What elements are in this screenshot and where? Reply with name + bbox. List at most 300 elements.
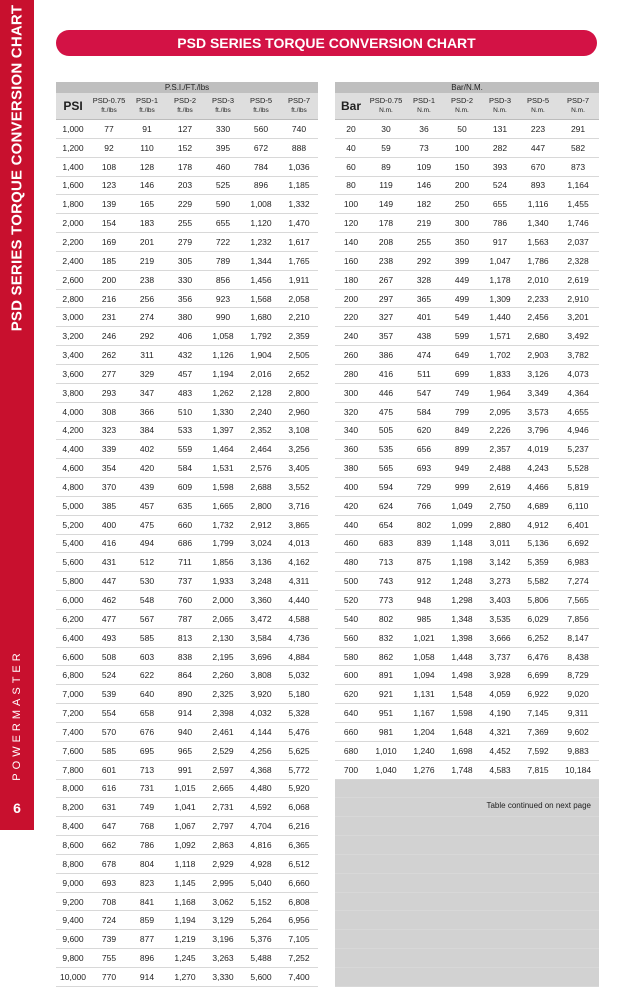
psi-cell: 6,400 (56, 628, 90, 647)
bar-cell: 1,348 (443, 609, 481, 628)
psi-cell: 146 (128, 176, 166, 195)
psi-cell: 6,512 (280, 854, 318, 873)
row-gap (318, 685, 335, 704)
bar-cell: 5,819 (557, 478, 599, 497)
table-row (56, 289, 599, 308)
bar-cell: 832 (367, 628, 405, 647)
bar-cell: 2,010 (519, 270, 557, 289)
bar-cell: 3,142 (481, 553, 519, 572)
row-gap (318, 496, 335, 515)
psi-cell: 856 (204, 270, 242, 289)
psi-cell: 2,000 (204, 591, 242, 610)
column-header-left-6 (280, 93, 318, 120)
bar-cell: 584 (405, 402, 443, 421)
psi-cell: 2,863 (204, 836, 242, 855)
psi-cell: 5,772 (280, 760, 318, 779)
psi-cell: 494 (128, 534, 166, 553)
column-header-unit: N.m. (417, 107, 431, 114)
column-header-right-5 (519, 93, 557, 120)
column-header-right-0 (335, 93, 367, 120)
row-gap (318, 440, 335, 459)
bar-cell: 255 (405, 233, 443, 252)
bar-cell: 1,116 (519, 195, 557, 214)
bar-cell: 873 (557, 157, 599, 176)
row-gap (318, 515, 335, 534)
column-header-name: PSD-7 (287, 96, 311, 105)
psi-cell: 154 (90, 214, 128, 233)
psi-cell: 169 (90, 233, 128, 252)
empty-cell (443, 967, 481, 986)
table-row (56, 817, 599, 836)
bar-cell: 8,438 (557, 647, 599, 666)
bar-cell: 6,476 (519, 647, 557, 666)
psi-cell: 110 (128, 138, 166, 157)
row-gap (318, 364, 335, 383)
bar-cell: 1,748 (443, 760, 481, 779)
psi-cell: 1,732 (204, 515, 242, 534)
page-number: 6 (13, 800, 21, 816)
psi-cell: 676 (128, 723, 166, 742)
psi-cell: 3,200 (56, 327, 90, 346)
table-row (56, 157, 599, 176)
psi-cell: 5,488 (242, 949, 280, 968)
row-gap (318, 892, 335, 911)
psi-cell: 3,108 (280, 421, 318, 440)
psi-cell: 512 (128, 553, 166, 572)
row-gap (318, 402, 335, 421)
bar-cell: 565 (367, 459, 405, 478)
psi-cell: 1,232 (242, 233, 280, 252)
row-gap (318, 779, 335, 798)
bar-cell: 520 (335, 591, 367, 610)
row-gap (318, 421, 335, 440)
psi-cell: 1,126 (204, 346, 242, 365)
column-header-unit: ft./lbs (139, 107, 155, 114)
table-row (56, 836, 599, 855)
psi-cell: 2,912 (242, 515, 280, 534)
empty-cell (367, 798, 405, 817)
psi-cell: 3,256 (280, 440, 318, 459)
psi-cell: 8,200 (56, 798, 90, 817)
psi-cell: 460 (204, 157, 242, 176)
empty-cell (405, 817, 443, 836)
group-header-bar: Bar/N.M. (335, 82, 599, 93)
psi-cell: 823 (128, 873, 166, 892)
column-header-name: PSD-5 (249, 96, 273, 105)
bar-cell: 5,582 (519, 572, 557, 591)
psi-cell: 695 (128, 741, 166, 760)
column-header-name: PSD-3 (488, 96, 512, 105)
row-gap (318, 704, 335, 723)
bar-cell: 640 (335, 704, 367, 723)
bar-cell: 2,488 (481, 459, 519, 478)
psi-cell: 813 (166, 628, 204, 647)
table-row (56, 251, 599, 270)
bar-cell: 1,204 (405, 723, 443, 742)
table-row (56, 741, 599, 760)
bar-cell: 921 (367, 685, 405, 704)
bar-cell: 200 (335, 289, 367, 308)
psi-cell: 4,928 (242, 854, 280, 873)
empty-cell (481, 779, 519, 798)
psi-cell: 1,600 (56, 176, 90, 195)
table-row (56, 346, 599, 365)
psi-cell: 9,000 (56, 873, 90, 892)
bar-cell: 3,535 (481, 609, 519, 628)
bar-cell: 4,073 (557, 364, 599, 383)
bar-cell: 620 (335, 685, 367, 704)
bar-cell: 460 (335, 534, 367, 553)
psi-cell: 2,995 (204, 873, 242, 892)
psi-cell: 3,405 (280, 459, 318, 478)
row-gap (318, 478, 335, 497)
psi-cell: 1,464 (204, 440, 242, 459)
psi-cell: 9,400 (56, 911, 90, 930)
empty-cell (335, 873, 367, 892)
psi-cell: 402 (128, 440, 166, 459)
empty-cell (405, 911, 443, 930)
psi-cell: 5,600 (242, 967, 280, 986)
psi-cell: 1,262 (204, 383, 242, 402)
empty-cell (335, 930, 367, 949)
psi-cell: 493 (90, 628, 128, 647)
bar-cell: 4,583 (481, 760, 519, 779)
empty-cell (405, 892, 443, 911)
table-row (56, 440, 599, 459)
psi-cell: 914 (166, 704, 204, 723)
psi-cell: 731 (128, 779, 166, 798)
bar-cell: 6,699 (519, 666, 557, 685)
bar-cell: 480 (335, 553, 367, 572)
row-gap (318, 628, 335, 647)
psi-cell: 5,180 (280, 685, 318, 704)
psi-cell: 7,105 (280, 930, 318, 949)
group-header-psi: P.S.I./FT./lbs (56, 82, 318, 93)
bar-cell: 1,340 (519, 214, 557, 233)
bar-cell: 1,178 (481, 270, 519, 289)
row-gap (318, 836, 335, 855)
psi-cell: 4,400 (56, 440, 90, 459)
psi-cell: 5,800 (56, 572, 90, 591)
psi-cell: 10,000 (56, 967, 90, 986)
bar-cell: 182 (405, 195, 443, 214)
empty-cell (443, 949, 481, 968)
psi-cell: 7,200 (56, 704, 90, 723)
psi-cell: 1,008 (242, 195, 280, 214)
table-row (56, 760, 599, 779)
bar-cell: 500 (335, 572, 367, 591)
column-header-right-3 (443, 93, 481, 120)
psi-cell: 1,168 (166, 892, 204, 911)
psi-cell: 1,456 (242, 270, 280, 289)
empty-cell (557, 779, 599, 798)
row-gap (318, 383, 335, 402)
bar-cell: 4,321 (481, 723, 519, 742)
table-row (56, 364, 599, 383)
psi-cell: 1,680 (242, 308, 280, 327)
bar-cell: 6,401 (557, 515, 599, 534)
bar-cell: 399 (443, 251, 481, 270)
empty-cell (557, 911, 599, 930)
psi-cell: 524 (90, 666, 128, 685)
bar-cell: 560 (335, 628, 367, 647)
bar-cell: 2,910 (557, 289, 599, 308)
psi-cell: 660 (166, 515, 204, 534)
psi-cell: 6,000 (56, 591, 90, 610)
empty-cell (367, 930, 405, 949)
bar-cell: 327 (367, 308, 405, 327)
footer-note: Table continued on next page (486, 801, 591, 810)
bar-cell: 5,806 (519, 591, 557, 610)
psi-cell: 539 (90, 685, 128, 704)
psi-cell: 4,884 (280, 647, 318, 666)
psi-cell: 3,552 (280, 478, 318, 497)
psi-cell: 7,000 (56, 685, 90, 704)
bar-cell: 3,273 (481, 572, 519, 591)
bar-cell: 149 (367, 195, 405, 214)
psi-cell: 1,036 (280, 157, 318, 176)
empty-cell (367, 892, 405, 911)
bar-cell: 2,619 (481, 478, 519, 497)
bar-cell: 699 (443, 364, 481, 383)
table-row (56, 572, 599, 591)
row-gap (318, 459, 335, 478)
bar-cell: 2,095 (481, 402, 519, 421)
bar-cell: 912 (405, 572, 443, 591)
bar-cell: 2,750 (481, 496, 519, 515)
psi-cell: 2,600 (56, 270, 90, 289)
psi-cell: 4,800 (56, 478, 90, 497)
bar-cell: 400 (335, 478, 367, 497)
psi-cell: 737 (166, 572, 204, 591)
bar-cell: 4,190 (481, 704, 519, 723)
row-gap (318, 308, 335, 327)
bar-cell: 6,252 (519, 628, 557, 647)
bar-cell: 773 (367, 591, 405, 610)
bar-cell: 1,440 (481, 308, 519, 327)
bar-cell: 1,498 (443, 666, 481, 685)
psi-cell: 6,200 (56, 609, 90, 628)
side-title-text: PSD SERIES TORQUE CONVERSION CHART (8, 4, 26, 331)
empty-cell (481, 892, 519, 911)
table-row (56, 478, 599, 497)
psi-cell: 3,472 (242, 609, 280, 628)
empty-cell (335, 817, 367, 836)
psi-cell: 3,330 (204, 967, 242, 986)
empty-cell (367, 854, 405, 873)
bar-cell: 4,655 (557, 402, 599, 421)
row-gap (318, 591, 335, 610)
psi-cell: 231 (90, 308, 128, 327)
empty-cell (443, 930, 481, 949)
brand-text: POWERMASTER (11, 649, 23, 781)
bar-cell: 2,903 (519, 346, 557, 365)
psi-cell: 740 (280, 120, 318, 139)
table-row (56, 949, 599, 968)
empty-cell (405, 873, 443, 892)
empty-cell (557, 930, 599, 949)
psi-cell: 787 (166, 609, 204, 628)
psi-cell: 724 (90, 911, 128, 930)
bar-cell: 1,455 (557, 195, 599, 214)
empty-cell (405, 779, 443, 798)
psi-cell: 277 (90, 364, 128, 383)
bar-cell: 1,786 (519, 251, 557, 270)
column-header-name: PSD-5 (526, 96, 550, 105)
row-gap (318, 572, 335, 591)
psi-cell: 354 (90, 459, 128, 478)
psi-cell: 1,145 (166, 873, 204, 892)
bar-cell: 766 (405, 496, 443, 515)
psi-cell: 477 (90, 609, 128, 628)
psi-cell: 784 (242, 157, 280, 176)
row-gap (318, 327, 335, 346)
psi-cell: 6,956 (280, 911, 318, 930)
psi-cell: 864 (166, 666, 204, 685)
table-row (56, 327, 599, 346)
bar-cell: 786 (481, 214, 519, 233)
column-header-left-4 (204, 93, 242, 120)
psi-cell: 5,400 (56, 534, 90, 553)
psi-cell: 1,270 (166, 967, 204, 986)
psi-cell: 914 (128, 967, 166, 986)
bar-cell: 999 (443, 478, 481, 497)
bar-cell: 219 (405, 214, 443, 233)
bar-cell: 280 (335, 364, 367, 383)
psi-cell: 91 (128, 120, 166, 139)
psi-cell: 201 (128, 233, 166, 252)
psi-cell: 4,592 (242, 798, 280, 817)
bar-cell: 140 (335, 233, 367, 252)
empty-cell (519, 949, 557, 968)
empty-cell (335, 949, 367, 968)
psi-cell: 923 (204, 289, 242, 308)
empty-cell (443, 873, 481, 892)
bar-cell: 599 (443, 327, 481, 346)
bar-cell: 393 (481, 157, 519, 176)
psi-cell: 4,162 (280, 553, 318, 572)
empty-cell (335, 911, 367, 930)
bar-cell: 260 (335, 346, 367, 365)
psi-cell: 5,920 (280, 779, 318, 798)
psi-cell: 4,200 (56, 421, 90, 440)
psi-cell: 548 (128, 591, 166, 610)
bar-cell: 3,201 (557, 308, 599, 327)
empty-cell (405, 930, 443, 949)
bar-cell: 420 (335, 496, 367, 515)
psi-cell: 1,598 (204, 478, 242, 497)
bar-cell: 4,019 (519, 440, 557, 459)
psi-cell: 1,067 (166, 817, 204, 836)
bar-cell: 1,094 (405, 666, 443, 685)
psi-cell: 991 (166, 760, 204, 779)
empty-cell (519, 892, 557, 911)
psi-cell: 1,400 (56, 157, 90, 176)
psi-cell: 7,400 (280, 967, 318, 986)
bar-cell: 1,398 (443, 628, 481, 647)
psi-cell: 385 (90, 496, 128, 515)
empty-cell (481, 817, 519, 836)
empty-cell (519, 930, 557, 949)
bar-cell: 540 (335, 609, 367, 628)
psi-cell: 178 (166, 157, 204, 176)
psi-cell: 3,800 (56, 383, 90, 402)
bar-cell: 5,359 (519, 553, 557, 572)
psi-cell: 5,476 (280, 723, 318, 742)
empty-cell (367, 836, 405, 855)
bar-cell: 1,058 (405, 647, 443, 666)
row-gap (318, 609, 335, 628)
psi-cell: 6,068 (280, 798, 318, 817)
bar-cell: 1,167 (405, 704, 443, 723)
psi-cell: 6,600 (56, 647, 90, 666)
psi-cell: 2,352 (242, 421, 280, 440)
bar-cell: 547 (405, 383, 443, 402)
row-gap (318, 233, 335, 252)
bar-cell: 951 (367, 704, 405, 723)
bar-cell: 1,148 (443, 534, 481, 553)
brand-logo (2, 625, 32, 805)
psi-cell: 1,041 (166, 798, 204, 817)
bar-cell: 1,131 (405, 685, 443, 704)
bar-cell: 1,248 (443, 572, 481, 591)
psi-cell: 200 (90, 270, 128, 289)
bar-cell: 891 (367, 666, 405, 685)
column-header-right-2 (405, 93, 443, 120)
psi-cell: 330 (204, 120, 242, 139)
psi-cell: 559 (166, 440, 204, 459)
psi-cell: 672 (242, 138, 280, 157)
psi-cell: 896 (242, 176, 280, 195)
psi-cell: 2,130 (204, 628, 242, 647)
empty-cell (367, 967, 405, 986)
empty-cell (481, 911, 519, 930)
table-row (56, 383, 599, 402)
psi-cell: 616 (90, 779, 128, 798)
psi-cell: 1,185 (280, 176, 318, 195)
psi-cell: 4,032 (242, 704, 280, 723)
psi-cell: 3,600 (56, 364, 90, 383)
psi-cell: 1,344 (242, 251, 280, 270)
bar-cell: 499 (443, 289, 481, 308)
empty-cell (557, 873, 599, 892)
column-header-unit: ft./lbs (177, 107, 193, 114)
psi-cell: 6,216 (280, 817, 318, 836)
bar-cell: 3,349 (519, 383, 557, 402)
bar-cell: 1,548 (443, 685, 481, 704)
psi-cell: 2,240 (242, 402, 280, 421)
bar-cell: 3,928 (481, 666, 519, 685)
bar-cell: 180 (335, 270, 367, 289)
psi-cell: 510 (166, 402, 204, 421)
table-row (56, 308, 599, 327)
bar-cell: 8,729 (557, 666, 599, 685)
psi-cell: 640 (128, 685, 166, 704)
psi-cell: 739 (90, 930, 128, 949)
bar-cell: 40 (335, 138, 367, 157)
empty-cell (335, 798, 367, 817)
psi-cell: 108 (90, 157, 128, 176)
bar-cell: 802 (405, 515, 443, 534)
bar-cell: 1,047 (481, 251, 519, 270)
bar-cell: 9,020 (557, 685, 599, 704)
empty-cell (557, 967, 599, 986)
bar-cell: 1,240 (405, 741, 443, 760)
psi-cell: 940 (166, 723, 204, 742)
row-gap (318, 798, 335, 817)
row-gap (318, 214, 335, 233)
bar-cell: 749 (443, 383, 481, 402)
